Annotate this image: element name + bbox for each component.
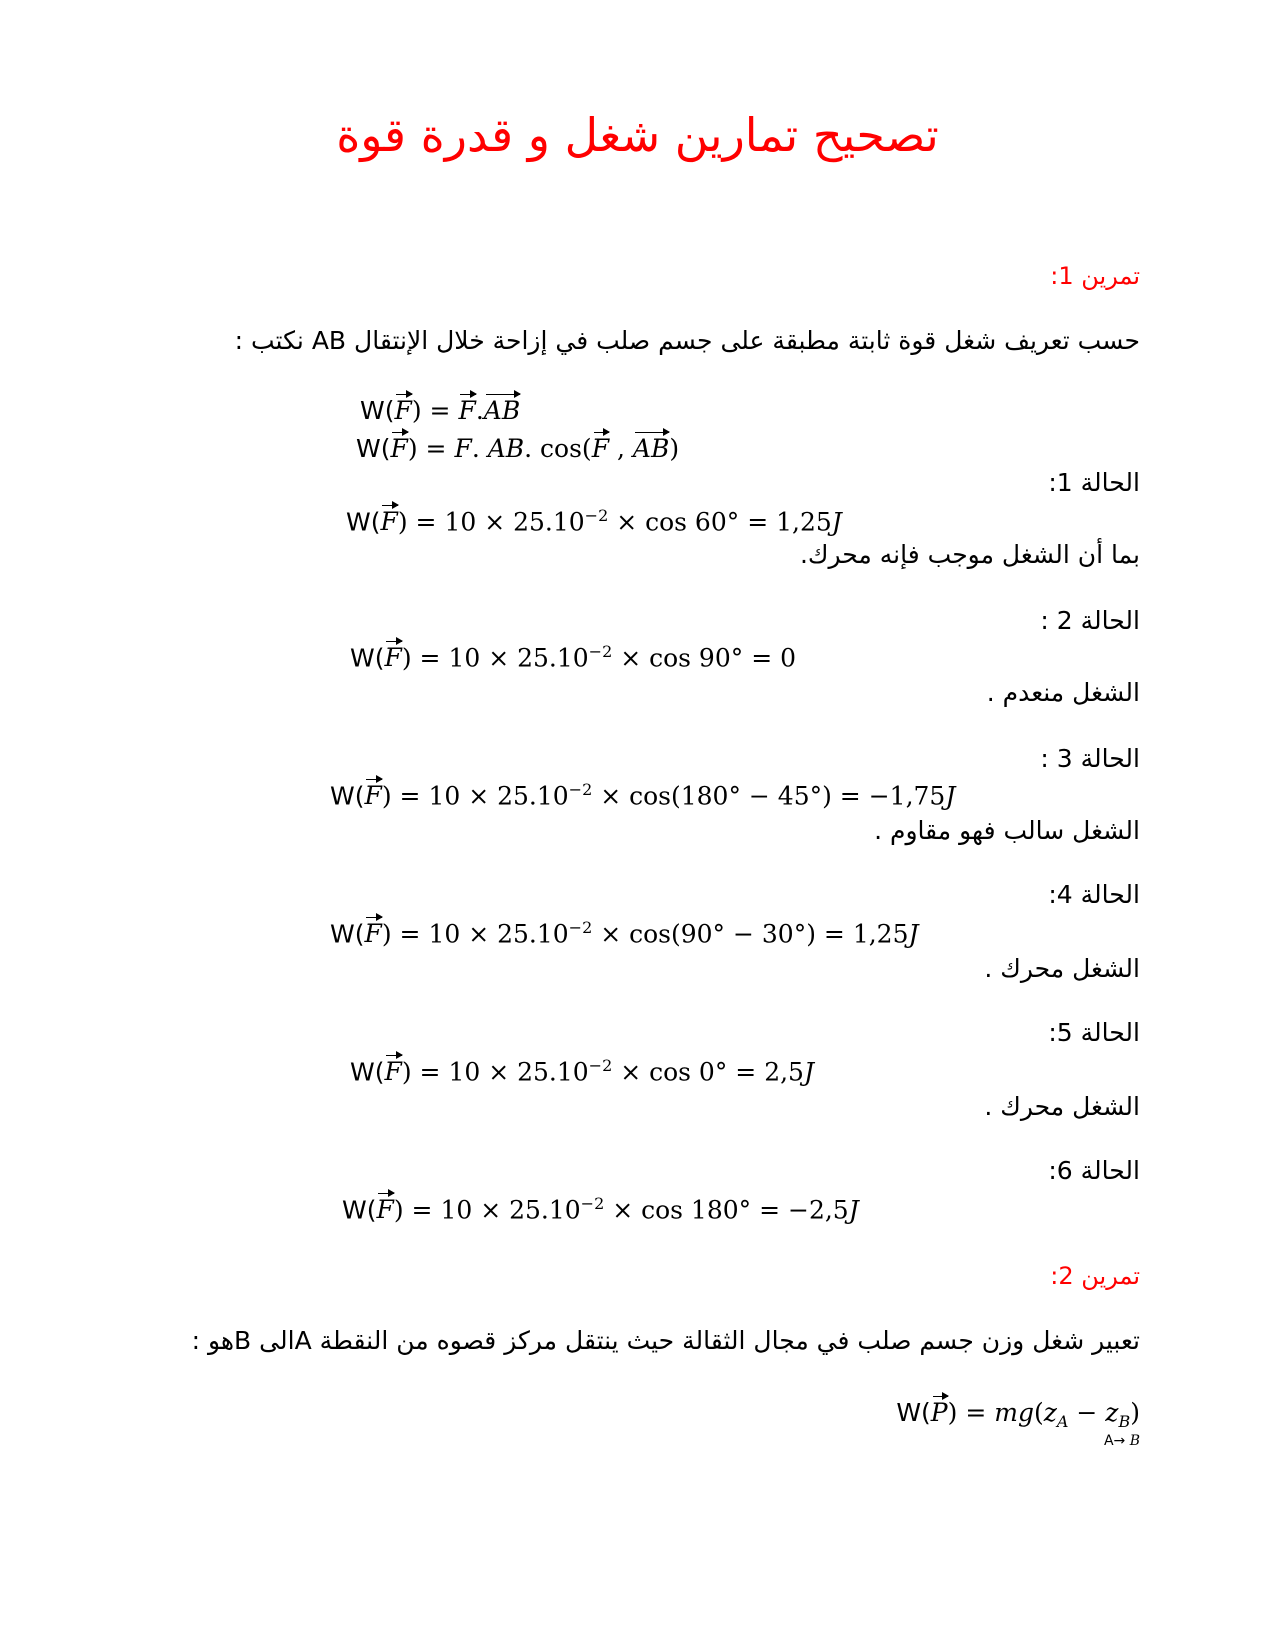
work-definition-formula: W(F) = F.AB [360, 396, 521, 425]
work-expanded-formula: W(F) = F. AB. cos(F , AB) [356, 434, 680, 463]
exercise-1-heading: تمرين 1: [1050, 262, 1140, 290]
case-3-formula: $W(F) = 10 \times 25.10^{-2} \times \cos(180^\circ - 45^\circ) = -1,75J$ [330, 780, 956, 811]
exercise-2-heading: تمرين 2: [1050, 1262, 1140, 1290]
exercise-2-intro: تعبير شغل وزن جسم صلب في مجال الثقالة حيث ينتقل مركز قصوه من النقطة Aالى Bهو : [191, 1326, 1140, 1355]
case-1-conclusion: بما أن الشغل موجب فإنه محرك. [799, 540, 1140, 569]
case-4-formula: $W(F) = 10 \times 25.10^{-2} \times \cos(90^\circ - 30^\circ) = 1,25J$ [330, 918, 919, 949]
case-2-formula: $W(F) = 10 \times 25.10^{-2} \times \cos 90^\circ = 0$ [350, 642, 796, 673]
case-1-result: 1,25 [776, 507, 832, 537]
case-4-result: 1,25 [852, 919, 909, 949]
case-2-result: 0 [780, 643, 796, 673]
weight-work-subscript: A→ B [1103, 1433, 1140, 1449]
case-4-label: الحالة 4: [1048, 880, 1140, 909]
case-3-conclusion: الشغل سالب فهو مقاوم . [874, 816, 1140, 845]
case-5-conclusion: الشغل محرك . [984, 1092, 1140, 1121]
case-6-formula: $W(F) = 10 \times 25.10^{-2} \times \cos 180^\circ = -2,5J$ [342, 1194, 859, 1225]
case-5-formula: $W(F) = 10 \times 25.10^{-2} \times \cos 0^\circ = 2,5J$ [350, 1056, 814, 1087]
case-6-result: −2,5 [788, 1195, 849, 1225]
case-3-result: −1,75 [868, 781, 946, 811]
case-2-label: الحالة 2 : [1040, 606, 1140, 635]
case-3-label: الحالة 3 : [1040, 744, 1140, 773]
exercise-1-intro: حسب تعريف شغل قوة ثابتة مطبقة على جسم صلب في إزاحة خلال الإنتقال AB نكتب : [234, 326, 1140, 355]
case-5-label: الحالة 5: [1048, 1018, 1140, 1047]
page-title: تصحيح تمارين شغل و قدرة قوة [336, 108, 939, 162]
case-1-label: الحالة 1: [1048, 468, 1140, 497]
case-1-formula: $W(F) = 10 \times 25.10^{-2} \times \cos 60^\circ = 1,25J$ [346, 506, 842, 537]
case-4-conclusion: الشغل محرك . [984, 954, 1140, 983]
case-2-conclusion: الشغل منعدم . [986, 678, 1140, 707]
weight-work-formula: $W(P) = mg(z_A - z_B)$ [896, 1398, 1140, 1431]
case-5-result: 2,5 [764, 1057, 804, 1087]
case-6-label: الحالة 6: [1048, 1156, 1140, 1185]
